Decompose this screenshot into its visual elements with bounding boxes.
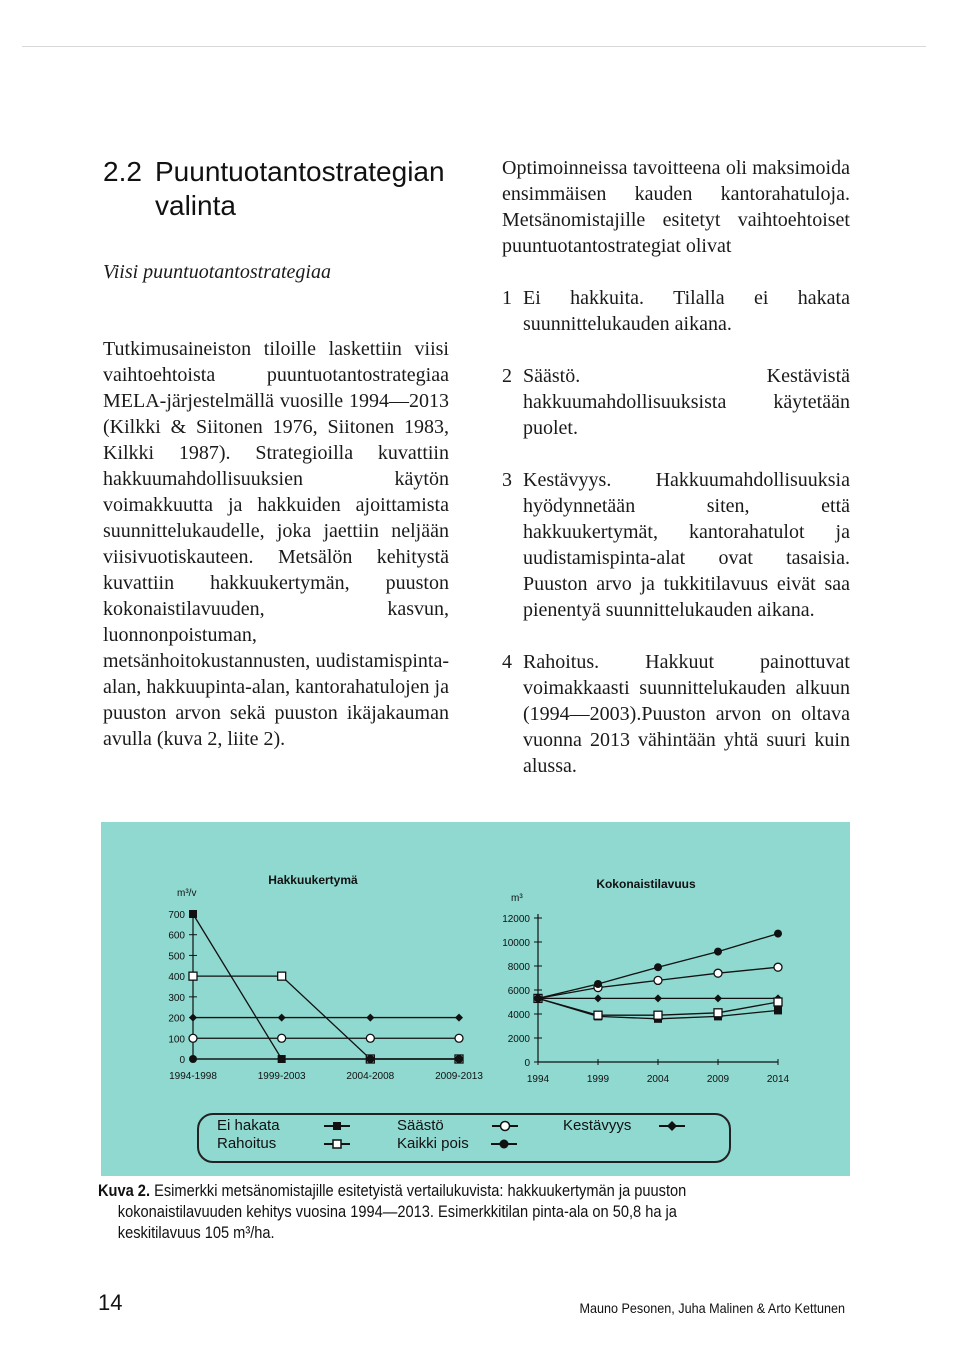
y-tick-label: 500	[168, 951, 185, 963]
figure-caption	[98, 1180, 700, 1243]
data-point	[714, 1009, 722, 1017]
section-number: 2.2	[103, 156, 142, 187]
data-point	[774, 998, 782, 1006]
y-tick-label: 4000	[507, 1010, 530, 1021]
figure-panel	[101, 822, 850, 1176]
legend-label: Kaikki pois	[397, 1135, 469, 1152]
data-point	[714, 969, 722, 977]
top-rule	[22, 46, 926, 47]
data-point	[654, 1011, 662, 1019]
list-number: 3	[502, 469, 512, 491]
data-point	[455, 1055, 463, 1063]
list-item	[502, 467, 850, 623]
data-point	[594, 1011, 602, 1019]
y-tick-label: 400	[168, 972, 185, 984]
section-title-line1: Puuntuotantostrategian	[155, 156, 445, 187]
right-column	[502, 155, 850, 805]
filled-square-marker-icon	[322, 1119, 352, 1133]
y-tick-label: 200	[168, 1013, 185, 1025]
legend-item	[397, 1135, 519, 1152]
legend-item	[397, 1117, 520, 1134]
filled-diamond-marker-icon	[657, 1119, 687, 1133]
y-axis-unit: m³	[511, 893, 523, 904]
caption-line3: keskitilavuus 105 m³/ha.	[117, 1223, 275, 1242]
legend-label: Rahoitus	[217, 1135, 277, 1152]
data-point	[714, 948, 722, 956]
list-text: Säästö. Kestävistä hakkuumahdollisuuksista käytetään puolet.	[523, 365, 850, 439]
list-item	[502, 363, 850, 441]
data-point	[714, 994, 722, 1002]
x-tick-label: 2009	[706, 1074, 730, 1085]
charts-svg	[101, 822, 850, 1112]
data-point	[594, 980, 602, 988]
subheading: Viisi puuntuotantostrategiaa	[103, 261, 331, 283]
x-tick-label: 2014	[766, 1074, 790, 1085]
x-tick-label: 1994	[526, 1074, 550, 1085]
list-item	[502, 285, 850, 337]
y-tick-label: 10000	[502, 938, 530, 949]
data-point	[189, 910, 197, 918]
data-point	[654, 994, 662, 1002]
strategy-list	[502, 285, 850, 779]
data-point	[594, 994, 602, 1002]
left-paragraph: Tutkimusaineiston tiloille laskettiin viisi vaihtoehtoista puuntuotantostrategiaa MELA-järjestelmällä vuosille 1994—2013 (Kilkki & Siitonen 1976, Siitonen 1983, Kilkki 1987). Strategioilla kuvattiin hakkuumahdollisuuksien käytön voimakkuutta ja hakkuiden ajoittamista suunnittelukaudelle, joka jaettiin neljään viisivuotiskauteen. Metsälön kehitystä kuvattiin hakkuukertymän, puuston kokonaistilavuuden, kasvun, luonnonpoistuman, metsänhoitokustannusten, uudistamispinta-alan, hakkuupinta-alan, kantorahatulojen ja puuston arvon sekä puuston ikäjakauman avulla (kuva 2, liite 2).	[103, 338, 449, 750]
caption-line2: kokonaistilavuuden kehitys vuosina 1994—2013. Esimerkkitilan pinta-ala on 50,8 ha ja	[117, 1202, 677, 1221]
list-number: 1	[502, 287, 512, 309]
y-tick-label: 8000	[507, 962, 530, 973]
data-point	[278, 1055, 286, 1063]
page-number: 14	[98, 1290, 123, 1315]
chart-title: Kokonaistilavuus	[596, 877, 696, 891]
y-tick-label: 600	[168, 930, 185, 942]
right-intro: Optimoinneissa tavoitteena oli maksimoida ensimmäisen kauden kantorahatuloja. Metsänomistajille esitetyt vaihtoehtoiset puuntuotantostrategiat olivat	[502, 157, 850, 257]
y-axis-unit: m³/v	[177, 888, 197, 899]
caption-line1: Esimerkki metsänomistajille esitetyistä vertailukuvista: hakkuukertymän ja puuston	[154, 1181, 687, 1200]
filled-circle-marker-icon	[489, 1137, 519, 1151]
data-point	[189, 1055, 197, 1063]
y-tick-label: 12000	[502, 914, 530, 925]
data-point	[654, 963, 662, 971]
data-point	[278, 1034, 286, 1042]
data-point	[366, 1034, 374, 1042]
data-point	[455, 1014, 463, 1022]
list-text: Rahoitus. Hakkuut painottuvat voimakkaasti suunnittelukauden alkuun (1994—2003).Puuston arvon on oltava vuonna 2013 vähintään yhtä suuri kuin alussa.	[523, 651, 850, 777]
data-point	[774, 963, 782, 971]
section-title-line2: valinta	[155, 190, 236, 221]
footer-authors: Mauno Pesonen, Juha Malinen & Arto Kettunen	[579, 1300, 845, 1316]
legend-item	[217, 1135, 352, 1152]
left-column	[103, 155, 449, 752]
data-point	[774, 1006, 782, 1014]
x-tick-label: 1994-1998	[169, 1071, 217, 1082]
data-point	[366, 1014, 374, 1022]
legend-label: Säästö	[397, 1117, 444, 1134]
y-tick-label: 6000	[507, 986, 530, 997]
caption-label: Kuva 2.	[98, 1181, 151, 1200]
y-tick-label: 300	[168, 992, 185, 1004]
data-point	[278, 972, 286, 980]
data-point	[189, 1034, 197, 1042]
y-tick-label: 0	[524, 1058, 530, 1069]
list-number: 4	[502, 651, 512, 673]
open-circle-marker-icon	[490, 1119, 520, 1133]
data-point	[189, 972, 197, 980]
x-tick-label: 1999	[586, 1074, 610, 1085]
list-text: Ei hakkuita. Tilalla ei hakata suunnittelukauden aikana.	[523, 287, 850, 335]
legend-label: Kestävyys	[563, 1117, 632, 1134]
y-tick-label: 0	[179, 1055, 185, 1066]
data-point	[278, 1014, 286, 1022]
chart-title: Hakkuukertymä	[268, 873, 358, 887]
data-point	[534, 994, 542, 1002]
legend-item	[217, 1117, 352, 1134]
section-heading	[103, 155, 449, 223]
data-point	[189, 1014, 197, 1022]
legend-item	[563, 1117, 687, 1134]
open-square-marker-icon	[322, 1137, 352, 1151]
y-tick-label: 2000	[507, 1034, 530, 1045]
data-point	[774, 930, 782, 938]
data-point	[455, 1034, 463, 1042]
series-line	[193, 914, 459, 1059]
list-number: 2	[502, 365, 512, 387]
legend-label: Ei hakata	[217, 1117, 280, 1134]
list-text: Kestävyys. Hakkuumahdollisuuksia hyödynnetään siten, että hakkuukertymät, kantorahatulot ja uudistamispinta-alat ovat tasaisia. Puuston arvo ja tukkitilavuus eivät saa pienentyä suunnittelukauden aikana.	[523, 469, 850, 621]
x-tick-label: 2004-2008	[346, 1071, 395, 1082]
y-tick-label: 100	[168, 1034, 185, 1046]
x-tick-label: 2009-2013	[435, 1071, 483, 1082]
x-tick-label: 2004	[646, 1074, 670, 1085]
data-point	[654, 976, 662, 984]
list-item	[502, 649, 850, 779]
data-point	[366, 1055, 374, 1063]
y-tick-label: 700	[168, 910, 185, 921]
x-tick-label: 1999-2003	[257, 1071, 306, 1082]
chart-legend	[197, 1113, 731, 1163]
